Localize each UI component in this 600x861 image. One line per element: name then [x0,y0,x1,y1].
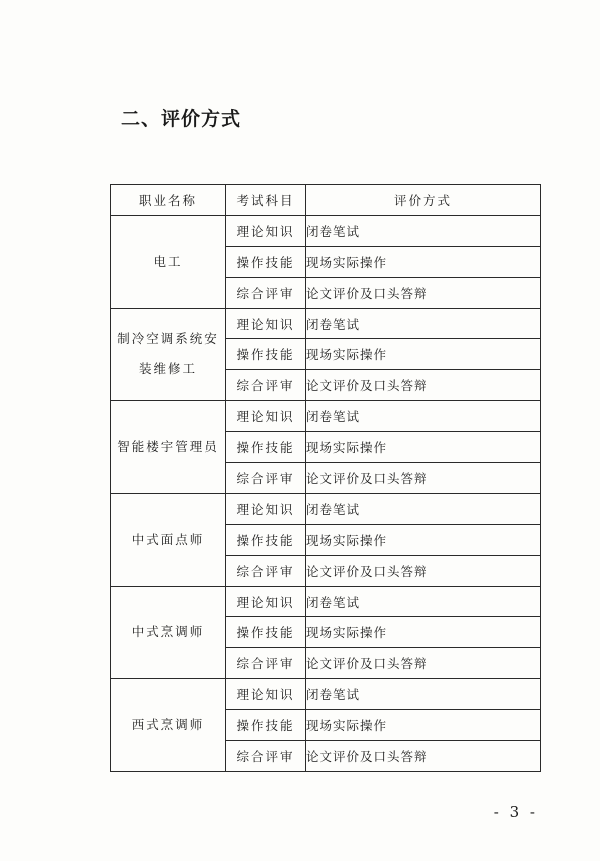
occupation-cell: 制冷空调系统安装维修工 [111,308,226,401]
subject-cell: 综合评审 [226,277,306,308]
table-row [111,215,541,246]
method-cell: 现场实际操作 [306,339,541,370]
occupation-cell: 智能楼宇管理员 [111,401,226,494]
occupation-cell: 西式烹调师 [111,679,226,772]
method-cell: 论文评价及口头答辩 [306,463,541,494]
method-cell: 闭卷笔试 [306,215,541,246]
occupation-cell: 中式烹调师 [111,586,226,679]
subject-cell: 综合评审 [226,463,306,494]
method-cell: 闭卷笔试 [306,493,541,524]
subject-cell: 理论知识 [226,215,306,246]
method-cell: 闭卷笔试 [306,679,541,710]
table-row [111,679,541,710]
table-row [111,493,541,524]
table-row [111,308,541,339]
method-cell: 现场实际操作 [306,246,541,277]
occupation-cell: 电工 [111,215,226,308]
subject-cell: 综合评审 [226,555,306,586]
subject-cell: 理论知识 [226,401,306,432]
subject-cell: 操作技能 [226,524,306,555]
subject-cell: 综合评审 [226,648,306,679]
subject-cell: 理论知识 [226,586,306,617]
method-cell: 闭卷笔试 [306,308,541,339]
occupation-cell: 中式面点师 [111,493,226,586]
section-title: 二、评价方式 [121,108,242,130]
table-row [111,586,541,617]
subject-cell: 理论知识 [226,493,306,524]
header-occupation: 职业名称 [111,185,226,216]
subject-cell: 操作技能 [226,246,306,277]
method-cell: 论文评价及口头答辩 [306,555,541,586]
method-cell: 论文评价及口头答辩 [306,277,541,308]
subject-cell: 操作技能 [226,710,306,741]
method-cell: 现场实际操作 [306,710,541,741]
table-header-row [111,185,541,216]
method-cell: 现场实际操作 [306,617,541,648]
method-cell: 论文评价及口头答辩 [306,370,541,401]
table-row [111,401,541,432]
method-cell: 现场实际操作 [306,524,541,555]
method-cell: 现场实际操作 [306,432,541,463]
subject-cell: 操作技能 [226,432,306,463]
subject-cell: 理论知识 [226,679,306,710]
subject-cell: 综合评审 [226,370,306,401]
subject-cell: 操作技能 [226,617,306,648]
subject-cell: 操作技能 [226,339,306,370]
method-cell: 闭卷笔试 [306,401,541,432]
subject-cell: 综合评审 [226,741,306,772]
subject-cell: 理论知识 [226,308,306,339]
header-subject: 考试科目 [226,185,306,216]
method-cell: 论文评价及口头答辩 [306,741,541,772]
header-method: 评价方式 [306,185,541,216]
evaluation-table [110,184,541,772]
method-cell: 论文评价及口头答辩 [306,648,541,679]
method-cell: 闭卷笔试 [306,586,541,617]
page-number: - 3 - [493,803,538,821]
